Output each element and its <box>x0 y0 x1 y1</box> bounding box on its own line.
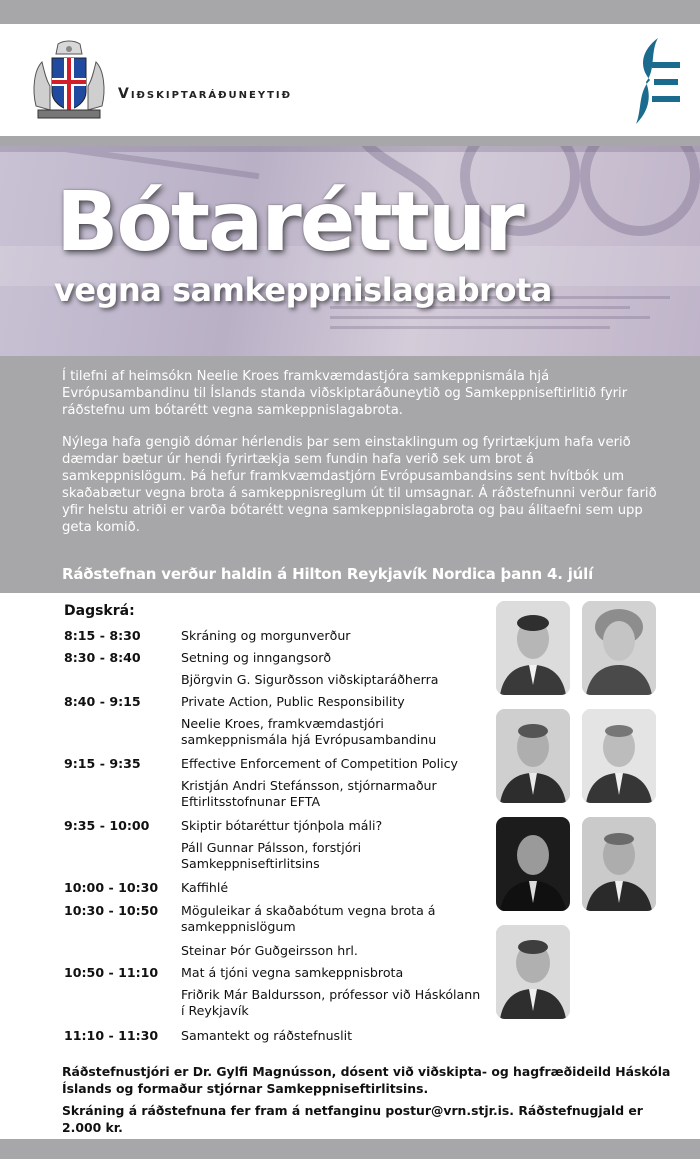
venue-line: Ráðstefnan verður haldin á Hilton Reykjavík Nordica þann 4. júlí <box>62 565 594 583</box>
agenda-time: 10:50 - 11:10 <box>64 965 159 980</box>
agenda-text: Samantekt og ráðstefnuslit <box>181 1028 353 1043</box>
speaker-photo <box>496 601 570 695</box>
agenda-text: Private Action, Public Responsibility <box>181 694 405 709</box>
agenda-text: Neelie Kroes, framkvæmdastjóri samkeppnismála hjá Evrópusambandinu <box>181 716 437 747</box>
agenda-text: Kaffihlé <box>181 880 229 895</box>
speaker-photo <box>582 601 656 695</box>
agenda-text: Setning og inngangsorð <box>181 650 332 665</box>
agenda-text: Friðrik Már Baldursson, prófessor við Háskólann í Reykjavík <box>181 987 481 1018</box>
agenda-time: 9:35 - 10:00 <box>64 818 150 833</box>
agenda-text: Kristján Andri Stefánsson, stjórnarmaður Eftirlitsstofnunar EFTA <box>181 778 437 809</box>
agenda-time: 9:15 - 9:35 <box>64 756 141 771</box>
intro-text <box>62 368 662 536</box>
agenda-time: 8:40 - 9:15 <box>64 694 141 709</box>
speaker-photo <box>496 925 570 1019</box>
agenda-title: Dagskrá: <box>64 603 135 619</box>
e-logo <box>628 36 682 126</box>
banner <box>0 146 700 356</box>
agenda-text: Mat á tjóni vegna samkeppnisbrota <box>181 965 404 980</box>
agenda-time: 11:10 - 11:30 <box>64 1028 159 1043</box>
footer-paragraph: Skráning á ráðstefnuna fer fram á netfanginu postur@vrn.stjr.is. Ráðstefnugjald er 2.000 kr. <box>62 1103 643 1135</box>
ministry-name: Viðskiptaráðuneytið <box>118 86 293 102</box>
header <box>0 24 700 136</box>
page-subtitle: vegna samkeppnislagabrota <box>54 271 552 309</box>
agenda-text: Möguleikar á skaðabótum vegna brota á samkeppnislögum <box>181 903 436 934</box>
footer-paragraph: Ráðstefnustjóri er Dr. Gylfi Magnússon, dósent við viðskipta- og hagfræðideild Háskóla Íslands og formaður stjórnar Samkeppniseftirlitsins. <box>62 1064 671 1096</box>
agenda-time: 10:00 - 10:30 <box>64 880 159 895</box>
agenda-text: Skiptir bótaréttur tjónþola máli? <box>181 818 383 833</box>
agenda-text: Björgvin G. Sigurðsson viðskiptaráðherra <box>181 672 439 687</box>
speaker-photo <box>582 709 656 803</box>
agenda-text: Effective Enforcement of Competition Policy <box>181 756 458 771</box>
speaker-photo <box>582 817 656 911</box>
agenda-text: Steinar Þór Guðgeirsson hrl. <box>181 943 358 958</box>
intro-paragraph: Nýlega hafa gengið dómar hérlendis þar sem einstaklingum og fyrirtækjum hafa verið dæmdar bætur úr hendi fyrirtækja sem fundin hafa verið sek um brot á samkeppnislögum. Þá hefur framkvæmdastjórn Evrópusambandsins sent hvítbók um skaðabætur vegna brota á samkeppnisreglum út til umsagnar. Á ráðstefnunni verður farið yfir helstu atriði er varða bótarétt vegna samkeppnislagabrota og þau álitaefni sem upp geta komið. <box>62 435 657 535</box>
agenda-time: 8:30 - 8:40 <box>64 650 141 665</box>
speaker-photo <box>496 709 570 803</box>
program-section <box>0 593 700 1139</box>
agenda-time: 8:15 - 8:30 <box>64 628 141 643</box>
agenda-text: Skráning og morgunverður <box>181 628 351 643</box>
agenda-time: 10:30 - 10:50 <box>64 903 159 918</box>
agenda-text: Páll Gunnar Pálsson, forstjóri Samkeppniseftirlitsins <box>181 840 362 871</box>
intro-paragraph: Í tilefni af heimsókn Neelie Kroes framkvæmdastjóra samkeppnismála hjá Evrópusambandinu til Íslands standa viðskiptaráðuneytið og Samkeppniseftirlitið fyrir ráðstefnu um bótarétt vegna samkeppnislagabrota. <box>62 369 628 418</box>
page-title: Bótaréttur <box>56 175 523 270</box>
speaker-photo <box>496 817 570 911</box>
coat-of-arms-logo <box>30 40 108 120</box>
footer-text <box>62 1063 682 1136</box>
